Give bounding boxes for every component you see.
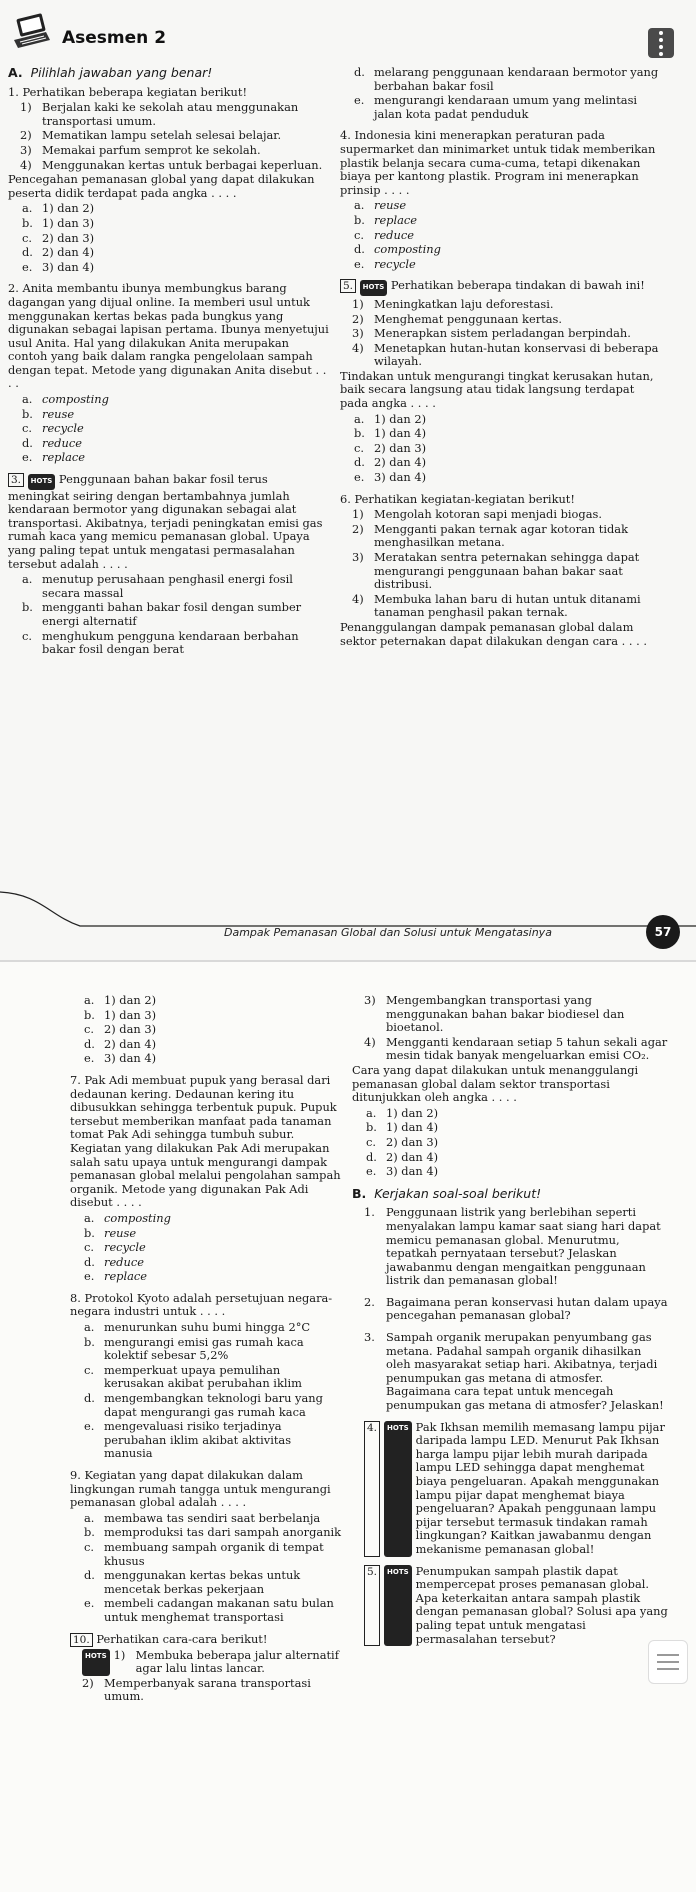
option[interactable]: d. 2) dan 4) xyxy=(22,245,95,260)
hots-badge: HOTS xyxy=(384,1421,412,1557)
option[interactable]: e. membeli cadangan makanan satu bulan untuk menghemat transportasi xyxy=(84,1596,334,1624)
option[interactable]: a. 1) dan 2) xyxy=(366,1105,439,1120)
question-6-options xyxy=(70,994,342,1066)
option[interactable]: d. reduce xyxy=(84,1254,144,1269)
page-number: 57 xyxy=(646,915,680,949)
section-b-title: B. Kerjakan soal-soal berikut! xyxy=(352,1185,542,1201)
question-number-box: 3. xyxy=(8,473,24,487)
essay-question-4: 4. HOTS Pak Ikhsan memilih memasang lampu pijar daripada lampu LED. Menurut Pak Ikhsan harga lampu pijar lebih murah daripada lampu LED sehingga dapat menghemat biaya pengeluaran. Apakah menggunakan lampu pijar dapat menghemat biaya pengeluaran? Apakah penggunaan lampu pijar tersebut termasuk tindakan ramah lingkungan? Kaitkan jawabanmu dengan mekanisme pemanasan global! xyxy=(352,1421,668,1557)
option[interactable]: b. 1) dan 4) xyxy=(366,1120,439,1135)
footer-curve xyxy=(0,886,696,960)
option[interactable]: b. mengganti bahan bakar fosil dengan sumber energi alternatif xyxy=(22,600,302,628)
question-2: 2. Anita membantu ibunya membungkus barang dagangan yang dijual online. Ia memberi usul untuk menggunakan kertas bekas pada bungkus yang digunakan sebagai lapisan pertama. Ibunya menyetujui usul Anita. Hal yang dilakukan Anita merupakan contoh yang baik dalam rangka pengelolaan sampah dengan tepat. Metode yang digunakan Anita disebut . . . . a. composting b. reuse c. recycle d. reduce e. replace xyxy=(8,281,329,465)
option[interactable]: b. reuse xyxy=(84,1225,137,1240)
essay-question-2: 2. Bagaimana peran konservasi hutan dalam upaya pencegahan pemanasan global? xyxy=(364,1294,668,1323)
hots-badge: HOTS xyxy=(82,1649,110,1676)
laptop-icon xyxy=(10,10,54,54)
question-7: 7. Pak Adi membuat pupuk yang berasal dari dedaunan kering. Dedaunan kering itu dibusukkan sehingga terbentuk pupuk. Pupuk tersebut memberikan manfaat pada tanaman tomat Pak Adi sehingga tumbuh subur. Kegiatan yang dilakukan Pak Adi merupakan salah satu upaya untuk mengurangi dampak pemanasan global melalui pengolahan sampah organik. Metode yang digunakan Pak Adi disebut . . . . a. composting b. reuse c. recycle d. reduce e. replace xyxy=(70,1072,341,1284)
option[interactable]: e. mengevaluasi risiko terjadinya perubahan iklim akibat aktivitas manusia xyxy=(84,1419,292,1461)
question-5: 5. HOTS Perhatikan beberapa tindakan di bawah ini! 1) Meningkatkan laju deforestasi. 2) Menghemat penggunaan kertas. 3) Menerapkan sistem perladangan berpindah. 4) Menetapkan hutan-hutan konservasi di beberapa wilayah. Tindakan untuk mengurangi tingkat kerusakan hutan, baik secara langsung atau tidak langsung terdapat pada angka . . . . a. 1) dan 2) b. 1) dan 4) c. 2) dan 3) d. 2) dan 4) e. 3) dan 4) xyxy=(340,279,666,484)
option[interactable]: d. 2) dan 4) xyxy=(354,455,427,470)
option[interactable]: a. 1) dan 2) xyxy=(84,993,157,1007)
header-bar xyxy=(0,0,696,60)
option[interactable]: c. 2) dan 3) xyxy=(84,1022,157,1037)
question-8: 8. Protokol Kyoto adalah persetujuan negara-negara industri untuk . . . . a. menurunkan suhu bumi hingga 2°C b. mengurangi emisi gas rumah kaca kolektif sebesar 5,2% c. memperkuat upaya pemulihan kerusakan akibat perubahan iklim d. mengembangkan teknologi baru yang dapat mengurangi gas rumah kaca e. mengevaluasi risiko terjadinya perubahan iklim akibat aktivitas manusia xyxy=(70,1292,342,1461)
option[interactable]: c. 2) dan 3) xyxy=(366,1134,439,1149)
question-3-continued xyxy=(340,66,666,121)
option[interactable]: c. recycle xyxy=(22,421,84,436)
option[interactable]: b. 1) dan 3) xyxy=(84,1007,157,1022)
page1-left-column xyxy=(8,66,330,665)
option[interactable]: e. 3) dan 4) xyxy=(22,259,95,274)
option[interactable]: c. 2) dan 3) xyxy=(354,440,427,455)
essay-question-3: 3. Sampah organik merupakan penyumbang gas metana. Padahal sampah organik dihasilkan oleh masyarakat setiap hari. Akibatnya, terjadi penumpukan gas metana di atmosfer. Bagaimana cara tepat untuk mencegah penumpukan gas metana di atmosfer? Jelaskan! xyxy=(364,1330,664,1413)
essay-question-1: 1. Penggunaan listrik yang berlebihan seperti menyalakan lampu kamar saat siang hari dapat memicu pemanasan global. Menurutmu, tepatkah pernyataan tersebut? Jelaskan jawabanmu dengan mengaitkan penggunaan listrik dan pemanasan global! xyxy=(364,1205,661,1288)
footer-chapter-title: Dampak Pemanasan Global dan Solusi untuk Mengatasinya xyxy=(224,926,552,939)
hots-badge: HOTS xyxy=(360,280,388,296)
option[interactable]: b. memproduksi tas dari sampah anorganik xyxy=(84,1525,342,1540)
option[interactable]: e. recycle xyxy=(354,256,416,271)
option[interactable]: a. composting xyxy=(84,1210,171,1225)
option[interactable]: d. 2) dan 4) xyxy=(84,1036,157,1051)
option[interactable]: d. mengembangkan teknologi baru yang dapat mengurangi gas rumah kaca xyxy=(84,1391,323,1419)
question-number-box: 5. xyxy=(364,1565,380,1647)
option[interactable]: a. 1) dan 2) xyxy=(354,411,427,426)
essay-question-5: 5. HOTS Penumpukan sampah plastik dapat mempercepat proses pemanasan global. Apa keterkaitan antara sampah plastik dengan pemanasan global? Solusi apa yang paling tepat untuk mengatasi permasalahan tersebut? xyxy=(352,1565,668,1647)
page1-right-column xyxy=(340,66,666,656)
option[interactable]: b. 1) dan 3) xyxy=(22,215,95,230)
option[interactable]: b. mengurangi emisi gas rumah kaca kolektif sebesar 5,2% xyxy=(84,1334,304,1363)
option[interactable]: b. 1) dan 4) xyxy=(354,426,427,441)
option[interactable]: d. composting xyxy=(354,242,441,257)
menu-icon[interactable] xyxy=(648,1640,688,1684)
option[interactable]: e. replace xyxy=(84,1269,148,1284)
option[interactable]: d. 2) dan 4) xyxy=(366,1149,439,1164)
option[interactable]: e. 3) dan 4) xyxy=(354,470,427,485)
page2-right-column xyxy=(352,994,668,1654)
section-a-title: A. Pilihlah jawaban yang benar! xyxy=(8,65,213,80)
question-3: 3. HOTS Penggunaan bahan bakar fosil terus meningkat seiring dengan bertambahnya jumlah kendaraan bermotor yang digunakan sebagai alat transportasi. Akibatnya, terjadi peningkatan emisi gas rumah kaca yang memicu pemanasan global. Upaya yang paling tepat untuk mengatasi permasalahan tersebut adalah . . . . a. menutup perusahaan penghasil energi fosil secara massal b. mengganti bahan bakar fosil dengan sumber energi alternatif c. menghukum pengguna kendaraan berbahan bakar fosil dengan berat xyxy=(8,473,330,657)
option[interactable]: c. reduce xyxy=(354,227,414,242)
option[interactable]: a. 1) dan 2) xyxy=(22,201,95,216)
option[interactable]: c. membuang sampah organik di tempat khusus xyxy=(84,1539,324,1568)
question-1: 1. Perhatikan beberapa kegiatan berikut! 1) Berjalan kaki ke sekolah atau menggunakan transportasi umum. 2) Mematikan lampu setelah selesai belajar. 3) Memakai parfum semprot ke sekolah. 4) Menggunakan kertas untuk berbagai keperluan. Pencegahan pemanasan global yang dapat dilakukan peserta didik terdapat pada angka . . . . a. 1) dan 2) b. 1) dan 3) c. 2) dan 3) d. 2) dan 4) e. 3) dan 4) xyxy=(8,86,330,275)
question-number-box: 10. xyxy=(70,1633,93,1647)
option[interactable]: d. menggunakan kertas bekas untuk mencetak berkas pekerjaan xyxy=(84,1568,301,1596)
option[interactable]: e. replace xyxy=(22,450,86,465)
question-6: 6. Perhatikan kegiatan-kegiatan berikut! 1) Mengolah kotoran sapi menjadi biogas. 2) Mengganti pakan ternak agar kotoran tidak menghasilkan metana. 3) Meratakan sentra peternakan sehingga dapat mengurangi penggunaan bahan bakar saat distribusi. 4) Membuka lahan baru di hutan untuk ditanami tanaman penghasil pakan ternak. Penanggulangan dampak pemanasan global dalam sektor peternakan dapat dilakukan dengan cara . . . . xyxy=(340,491,647,648)
more-options-icon[interactable] xyxy=(648,28,674,58)
hots-badge: HOTS xyxy=(384,1565,412,1647)
question-10-continued: 3) Mengembangkan transportasi yang menggunakan bahan bakar biodiesel dan bioetanol. 4) Mengganti kendaraan setiap 5 tahun sekali agar mesin tidak banyak mengeluarkan emisi CO₂. Cara yang dapat dilakukan untuk menanggulangi pemanasan global dalam sektor transportasi ditunjukkan oleh angka . . . . a. 1) dan 2) b. 1) dan 4) c. 2) dan 3) d. 2) dan 4) e. 3) dan 4) xyxy=(352,993,668,1179)
page-footer xyxy=(0,886,696,960)
option[interactable]: c. recycle xyxy=(84,1240,146,1255)
option[interactable]: a. membawa tas sendiri saat berbelanja xyxy=(84,1510,321,1525)
option[interactable]: c. memperkuat upaya pemulihan kerusakan akibat perubahan iklim xyxy=(84,1362,302,1391)
option[interactable]: e. 3) dan 4) xyxy=(366,1164,439,1179)
hots-badge: HOTS xyxy=(28,474,56,490)
option[interactable]: e. mengurangi kendaraan umum yang melintasi jalan kota padat penduduk xyxy=(354,93,638,121)
option[interactable]: b. replace xyxy=(354,212,418,227)
question-10: 10. Perhatikan cara-cara berikut! HOTS 1) Membuka beberapa jalur alternatif agar lalu lintas lancar. 2) Memperbanyak sarana transportasi umum. xyxy=(70,1633,342,1704)
question-number-box: 4. xyxy=(364,1421,380,1557)
option[interactable]: d. melarang penggunaan kendaraan bermotor yang berbahan bakar fosil xyxy=(354,65,659,93)
question-9: 9. Kegiatan yang dapat dilakukan dalam lingkungan rumah tangga untuk mengurangi pemanasan global adalah . . . . a. membawa tas sendiri saat berbelanja b. memproduksi tas dari sampah anorganik c. membuang sampah organik di tempat khusus d. menggunakan kertas bekas untuk mencetak berkas pekerjaan e. membeli cadangan makanan satu bulan untuk menghemat transportasi xyxy=(70,1468,342,1624)
option[interactable]: a. menutup perusahaan penghasil energi fosil secara massal xyxy=(22,572,293,600)
option[interactable]: a. menurunkan suhu bumi hingga 2°C xyxy=(84,1320,311,1335)
option[interactable]: c. menghukum pengguna kendaraan berbahan bakar fosil dengan berat xyxy=(22,628,299,657)
question-number-box: 5. xyxy=(340,279,356,293)
page2-left-column xyxy=(70,994,342,1712)
question-4: 4. Indonesia kini menerapkan peraturan pada supermarket dan minimarket untuk tidak memberikan plastik belanja secara cuma-cuma, tetapi dikenakan biaya per kantong plastik. Program ini menerapkan prinsip . . . . a. reuse b. replace c. reduce d. composting e. recycle xyxy=(340,129,666,271)
option[interactable]: d. reduce xyxy=(22,435,82,450)
option[interactable]: e. 3) dan 4) xyxy=(84,1051,157,1066)
page-2 xyxy=(0,962,696,1892)
option[interactable]: a. reuse xyxy=(354,198,407,213)
option[interactable]: c. 2) dan 3) xyxy=(22,230,95,245)
option[interactable]: a. composting xyxy=(22,392,109,407)
option[interactable]: b. reuse xyxy=(22,406,75,421)
page-title: Asesmen 2 xyxy=(62,28,167,48)
